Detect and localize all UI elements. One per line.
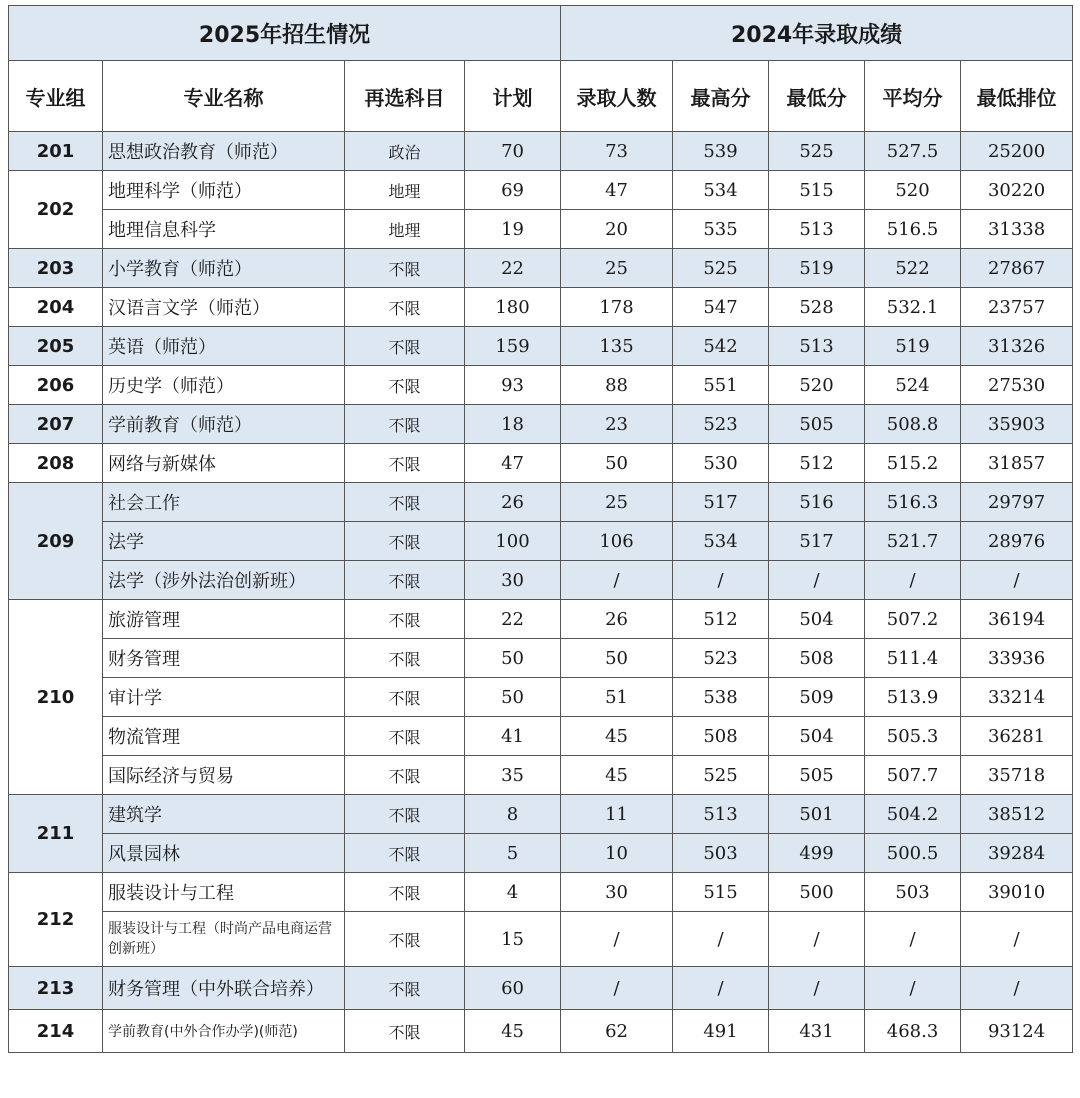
col-header-major: 专业名称 bbox=[103, 61, 345, 132]
plan-cell: 159 bbox=[465, 327, 561, 366]
major-name-cell: 网络与新媒体 bbox=[103, 444, 345, 483]
table-row bbox=[9, 717, 1073, 756]
admitted-cell: 50 bbox=[561, 639, 673, 678]
max-score-cell: 551 bbox=[673, 366, 769, 405]
major-name-cell: 法学 bbox=[103, 522, 345, 561]
group-code-cell: 214 bbox=[9, 1010, 103, 1053]
subject-cell: 不限 bbox=[345, 873, 465, 912]
major-name-cell: 地理科学（师范） bbox=[103, 171, 345, 210]
major-name-cell: 服装设计与工程 bbox=[103, 873, 345, 912]
avg-score-cell: 513.9 bbox=[865, 678, 961, 717]
avg-score-cell: / bbox=[865, 967, 961, 1010]
min-rank-cell: 31338 bbox=[961, 210, 1073, 249]
avg-score-cell: 503 bbox=[865, 873, 961, 912]
major-name-cell: 财务管理 bbox=[103, 639, 345, 678]
max-score-cell: 530 bbox=[673, 444, 769, 483]
plan-cell: 70 bbox=[465, 132, 561, 171]
table-row bbox=[9, 288, 1073, 327]
min-score-cell: 515 bbox=[769, 171, 865, 210]
admitted-cell: 26 bbox=[561, 600, 673, 639]
group-code-cell: 211 bbox=[9, 795, 103, 873]
admitted-cell: 62 bbox=[561, 1010, 673, 1053]
avg-score-cell: 468.3 bbox=[865, 1010, 961, 1053]
table-row bbox=[9, 834, 1073, 873]
admitted-cell: 20 bbox=[561, 210, 673, 249]
group-code-cell: 209 bbox=[9, 483, 103, 600]
subject-cell: 不限 bbox=[345, 600, 465, 639]
min-score-cell: 508 bbox=[769, 639, 865, 678]
plan-cell: 19 bbox=[465, 210, 561, 249]
admitted-cell: 135 bbox=[561, 327, 673, 366]
avg-score-cell: 516.3 bbox=[865, 483, 961, 522]
major-name-cell: 旅游管理 bbox=[103, 600, 345, 639]
admitted-cell: 25 bbox=[561, 249, 673, 288]
avg-score-cell: 508.8 bbox=[865, 405, 961, 444]
min-score-cell: / bbox=[769, 912, 865, 967]
table-row bbox=[9, 405, 1073, 444]
min-rank-cell: 31326 bbox=[961, 327, 1073, 366]
max-score-cell: 503 bbox=[673, 834, 769, 873]
min-score-cell: 509 bbox=[769, 678, 865, 717]
plan-cell: 8 bbox=[465, 795, 561, 834]
subject-cell: 不限 bbox=[345, 912, 465, 967]
min-score-cell: 513 bbox=[769, 210, 865, 249]
admitted-cell: 88 bbox=[561, 366, 673, 405]
group-code-cell: 206 bbox=[9, 366, 103, 405]
admitted-cell: 10 bbox=[561, 834, 673, 873]
major-name-cell: 学前教育(中外合作办学)(师范) bbox=[103, 1010, 345, 1053]
table-row bbox=[9, 639, 1073, 678]
min-rank-cell: 39010 bbox=[961, 873, 1073, 912]
admitted-cell: 23 bbox=[561, 405, 673, 444]
max-score-cell: 547 bbox=[673, 288, 769, 327]
major-name-cell: 审计学 bbox=[103, 678, 345, 717]
min-rank-cell: 33936 bbox=[961, 639, 1073, 678]
table-row bbox=[9, 327, 1073, 366]
admitted-cell: / bbox=[561, 912, 673, 967]
col-header-admitted: 录取人数 bbox=[561, 61, 673, 132]
group-code-cell: 205 bbox=[9, 327, 103, 366]
min-rank-cell: 93124 bbox=[961, 1010, 1073, 1053]
avg-score-cell: 520 bbox=[865, 171, 961, 210]
subject-cell: 不限 bbox=[345, 834, 465, 873]
max-score-cell: 538 bbox=[673, 678, 769, 717]
group-code-cell: 203 bbox=[9, 249, 103, 288]
min-rank-cell: / bbox=[961, 912, 1073, 967]
table-row bbox=[9, 171, 1073, 210]
subject-cell: 不限 bbox=[345, 756, 465, 795]
min-rank-cell: 27530 bbox=[961, 366, 1073, 405]
table-row bbox=[9, 795, 1073, 834]
plan-cell: 93 bbox=[465, 366, 561, 405]
avg-score-cell: 511.4 bbox=[865, 639, 961, 678]
admitted-cell: / bbox=[561, 967, 673, 1010]
group-code-cell: 207 bbox=[9, 405, 103, 444]
min-rank-cell: 27867 bbox=[961, 249, 1073, 288]
table-row bbox=[9, 912, 1073, 967]
max-score-cell: 539 bbox=[673, 132, 769, 171]
subject-cell: 不限 bbox=[345, 678, 465, 717]
major-name-cell: 国际经济与贸易 bbox=[103, 756, 345, 795]
admitted-cell: 45 bbox=[561, 717, 673, 756]
subject-cell: 地理 bbox=[345, 171, 465, 210]
min-score-cell: 499 bbox=[769, 834, 865, 873]
col-header-plan: 计划 bbox=[465, 61, 561, 132]
min-score-cell: 504 bbox=[769, 600, 865, 639]
section-header-2024: 2024年录取成绩 bbox=[561, 6, 1073, 61]
subject-cell: 不限 bbox=[345, 327, 465, 366]
table-row bbox=[9, 483, 1073, 522]
avg-score-cell: 519 bbox=[865, 327, 961, 366]
max-score-cell: / bbox=[673, 561, 769, 600]
table-row bbox=[9, 561, 1073, 600]
admitted-cell: 47 bbox=[561, 171, 673, 210]
section-header-2025: 2025年招生情况 bbox=[9, 6, 561, 61]
avg-score-cell: 507.7 bbox=[865, 756, 961, 795]
max-score-cell: 534 bbox=[673, 171, 769, 210]
table-row bbox=[9, 967, 1073, 1010]
table-row bbox=[9, 132, 1073, 171]
table-row bbox=[9, 756, 1073, 795]
min-score-cell: 525 bbox=[769, 132, 865, 171]
table-row bbox=[9, 873, 1073, 912]
min-score-cell: 512 bbox=[769, 444, 865, 483]
min-rank-cell: / bbox=[961, 561, 1073, 600]
major-name-cell: 地理信息科学 bbox=[103, 210, 345, 249]
subject-cell: 不限 bbox=[345, 967, 465, 1010]
min-score-cell: 513 bbox=[769, 327, 865, 366]
major-name-cell: 风景园林 bbox=[103, 834, 345, 873]
group-code-cell: 202 bbox=[9, 171, 103, 249]
subject-cell: 不限 bbox=[345, 366, 465, 405]
min-score-cell: 505 bbox=[769, 756, 865, 795]
plan-cell: 45 bbox=[465, 1010, 561, 1053]
plan-cell: 18 bbox=[465, 405, 561, 444]
group-code-cell: 210 bbox=[9, 600, 103, 795]
max-score-cell: 523 bbox=[673, 639, 769, 678]
table-row bbox=[9, 249, 1073, 288]
min-rank-cell: 28976 bbox=[961, 522, 1073, 561]
min-score-cell: / bbox=[769, 561, 865, 600]
plan-cell: 35 bbox=[465, 756, 561, 795]
max-score-cell: 525 bbox=[673, 756, 769, 795]
avg-score-cell: / bbox=[865, 912, 961, 967]
plan-cell: 60 bbox=[465, 967, 561, 1010]
avg-score-cell: 515.2 bbox=[865, 444, 961, 483]
max-score-cell: 491 bbox=[673, 1010, 769, 1053]
subject-cell: 不限 bbox=[345, 522, 465, 561]
admitted-cell: 51 bbox=[561, 678, 673, 717]
avg-score-cell: 505.3 bbox=[865, 717, 961, 756]
min-rank-cell: / bbox=[961, 967, 1073, 1010]
admitted-cell: 50 bbox=[561, 444, 673, 483]
min-score-cell: 500 bbox=[769, 873, 865, 912]
admitted-cell: 178 bbox=[561, 288, 673, 327]
avg-score-cell: 500.5 bbox=[865, 834, 961, 873]
min-rank-cell: 23757 bbox=[961, 288, 1073, 327]
min-score-cell: 501 bbox=[769, 795, 865, 834]
avg-score-cell: 532.1 bbox=[865, 288, 961, 327]
group-code-cell: 201 bbox=[9, 132, 103, 171]
subject-cell: 不限 bbox=[345, 405, 465, 444]
max-score-cell: / bbox=[673, 912, 769, 967]
plan-cell: 50 bbox=[465, 678, 561, 717]
min-rank-cell: 35718 bbox=[961, 756, 1073, 795]
avg-score-cell: 524 bbox=[865, 366, 961, 405]
major-name-cell: 服装设计与工程（时尚产品电商运营创新班） bbox=[103, 912, 345, 967]
subject-cell: 政治 bbox=[345, 132, 465, 171]
max-score-cell: 512 bbox=[673, 600, 769, 639]
min-score-cell: 516 bbox=[769, 483, 865, 522]
subject-cell: 不限 bbox=[345, 1010, 465, 1053]
major-name-cell: 财务管理（中外联合培养） bbox=[103, 967, 345, 1010]
max-score-cell: 534 bbox=[673, 522, 769, 561]
col-header-avg: 平均分 bbox=[865, 61, 961, 132]
col-header-rank: 最低排位 bbox=[961, 61, 1073, 132]
admitted-cell: 30 bbox=[561, 873, 673, 912]
table-row bbox=[9, 366, 1073, 405]
admitted-cell: / bbox=[561, 561, 673, 600]
group-code-cell: 212 bbox=[9, 873, 103, 967]
subject-cell: 不限 bbox=[345, 639, 465, 678]
admission-table bbox=[8, 5, 1073, 1053]
plan-cell: 47 bbox=[465, 444, 561, 483]
col-header-group: 专业组 bbox=[9, 61, 103, 132]
col-header-max: 最高分 bbox=[673, 61, 769, 132]
max-score-cell: 542 bbox=[673, 327, 769, 366]
table-row bbox=[9, 600, 1073, 639]
major-name-cell: 物流管理 bbox=[103, 717, 345, 756]
plan-cell: 4 bbox=[465, 873, 561, 912]
min-score-cell: 504 bbox=[769, 717, 865, 756]
min-rank-cell: 30220 bbox=[961, 171, 1073, 210]
major-name-cell: 英语（师范） bbox=[103, 327, 345, 366]
avg-score-cell: / bbox=[865, 561, 961, 600]
col-header-subject: 再选科目 bbox=[345, 61, 465, 132]
avg-score-cell: 507.2 bbox=[865, 600, 961, 639]
plan-cell: 15 bbox=[465, 912, 561, 967]
admitted-cell: 106 bbox=[561, 522, 673, 561]
min-score-cell: 520 bbox=[769, 366, 865, 405]
max-score-cell: 508 bbox=[673, 717, 769, 756]
min-rank-cell: 39284 bbox=[961, 834, 1073, 873]
plan-cell: 41 bbox=[465, 717, 561, 756]
major-name-cell: 法学（涉外法治创新班） bbox=[103, 561, 345, 600]
major-name-cell: 小学教育（师范） bbox=[103, 249, 345, 288]
subject-cell: 地理 bbox=[345, 210, 465, 249]
min-rank-cell: 36194 bbox=[961, 600, 1073, 639]
group-code-cell: 204 bbox=[9, 288, 103, 327]
major-name-cell: 思想政治教育（师范） bbox=[103, 132, 345, 171]
group-code-cell: 208 bbox=[9, 444, 103, 483]
max-score-cell: 517 bbox=[673, 483, 769, 522]
table-row bbox=[9, 444, 1073, 483]
plan-cell: 30 bbox=[465, 561, 561, 600]
max-score-cell: / bbox=[673, 967, 769, 1010]
table-body bbox=[9, 132, 1073, 1053]
avg-score-cell: 516.5 bbox=[865, 210, 961, 249]
min-rank-cell: 29797 bbox=[961, 483, 1073, 522]
min-rank-cell: 35903 bbox=[961, 405, 1073, 444]
avg-score-cell: 522 bbox=[865, 249, 961, 288]
plan-cell: 5 bbox=[465, 834, 561, 873]
plan-cell: 50 bbox=[465, 639, 561, 678]
min-score-cell: / bbox=[769, 967, 865, 1010]
plan-cell: 100 bbox=[465, 522, 561, 561]
subject-cell: 不限 bbox=[345, 288, 465, 327]
table-row bbox=[9, 1010, 1073, 1053]
admitted-cell: 73 bbox=[561, 132, 673, 171]
subject-cell: 不限 bbox=[345, 249, 465, 288]
min-rank-cell: 38512 bbox=[961, 795, 1073, 834]
subject-cell: 不限 bbox=[345, 483, 465, 522]
admitted-cell: 11 bbox=[561, 795, 673, 834]
min-score-cell: 431 bbox=[769, 1010, 865, 1053]
max-score-cell: 523 bbox=[673, 405, 769, 444]
table-row bbox=[9, 210, 1073, 249]
max-score-cell: 535 bbox=[673, 210, 769, 249]
min-score-cell: 519 bbox=[769, 249, 865, 288]
min-rank-cell: 33214 bbox=[961, 678, 1073, 717]
major-name-cell: 社会工作 bbox=[103, 483, 345, 522]
max-score-cell: 525 bbox=[673, 249, 769, 288]
plan-cell: 22 bbox=[465, 249, 561, 288]
plan-cell: 26 bbox=[465, 483, 561, 522]
major-name-cell: 建筑学 bbox=[103, 795, 345, 834]
major-name-cell: 历史学（师范） bbox=[103, 366, 345, 405]
avg-score-cell: 521.7 bbox=[865, 522, 961, 561]
plan-cell: 22 bbox=[465, 600, 561, 639]
subject-cell: 不限 bbox=[345, 444, 465, 483]
max-score-cell: 513 bbox=[673, 795, 769, 834]
min-rank-cell: 31857 bbox=[961, 444, 1073, 483]
admitted-cell: 45 bbox=[561, 756, 673, 795]
plan-cell: 180 bbox=[465, 288, 561, 327]
table-row bbox=[9, 678, 1073, 717]
col-header-min: 最低分 bbox=[769, 61, 865, 132]
avg-score-cell: 527.5 bbox=[865, 132, 961, 171]
admitted-cell: 25 bbox=[561, 483, 673, 522]
min-rank-cell: 25200 bbox=[961, 132, 1073, 171]
min-score-cell: 517 bbox=[769, 522, 865, 561]
subject-cell: 不限 bbox=[345, 717, 465, 756]
table-row bbox=[9, 522, 1073, 561]
subject-cell: 不限 bbox=[345, 795, 465, 834]
min-rank-cell: 36281 bbox=[961, 717, 1073, 756]
group-code-cell: 213 bbox=[9, 967, 103, 1010]
avg-score-cell: 504.2 bbox=[865, 795, 961, 834]
max-score-cell: 515 bbox=[673, 873, 769, 912]
subject-cell: 不限 bbox=[345, 561, 465, 600]
min-score-cell: 528 bbox=[769, 288, 865, 327]
min-score-cell: 505 bbox=[769, 405, 865, 444]
plan-cell: 69 bbox=[465, 171, 561, 210]
major-name-cell: 学前教育（师范） bbox=[103, 405, 345, 444]
major-name-cell: 汉语言文学（师范） bbox=[103, 288, 345, 327]
